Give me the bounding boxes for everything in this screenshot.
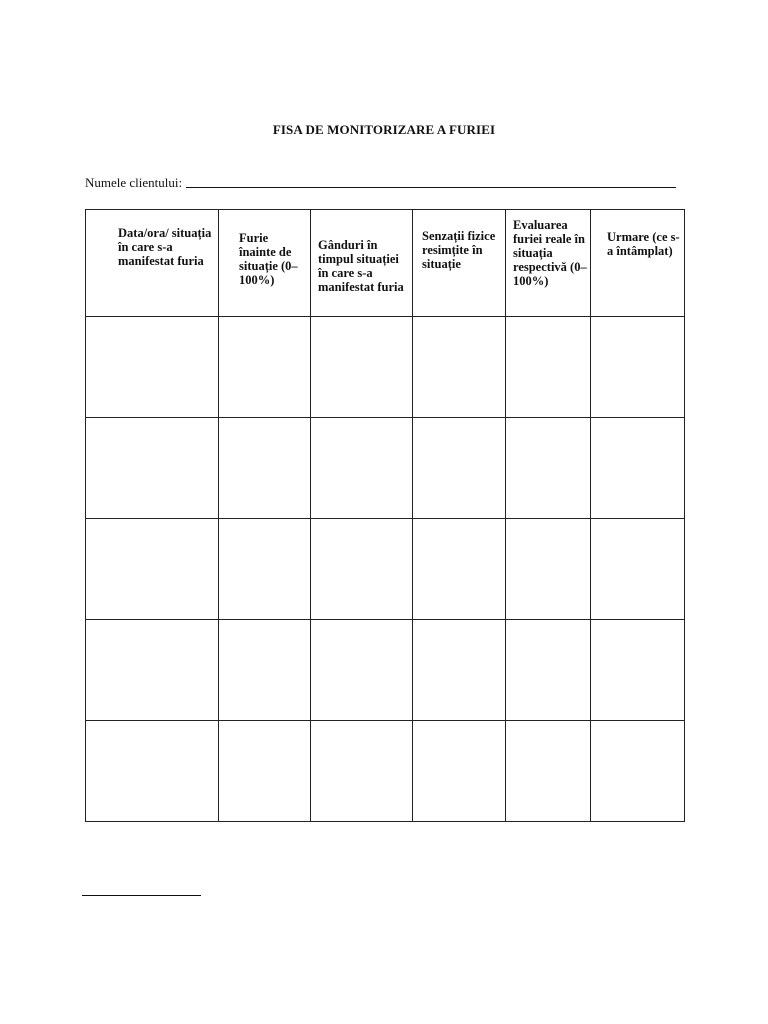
header-anger-before: Furie înainte de situație (0–100%) bbox=[219, 210, 311, 317]
table-row bbox=[86, 721, 685, 822]
client-name-field bbox=[85, 175, 677, 191]
table-cell bbox=[86, 721, 219, 822]
table-cell bbox=[413, 721, 506, 822]
table-cell bbox=[86, 418, 219, 519]
table-cell bbox=[311, 519, 413, 620]
table-cell bbox=[413, 317, 506, 418]
table-cell bbox=[311, 317, 413, 418]
table-cell bbox=[506, 317, 591, 418]
client-name-label: Numele clientului: bbox=[85, 175, 183, 190]
header-physical-sensations: Senzații fizice resimțite în situație bbox=[413, 210, 506, 317]
table-cell bbox=[413, 519, 506, 620]
table-cell bbox=[86, 620, 219, 721]
table-cell bbox=[591, 620, 685, 721]
table-cell bbox=[311, 418, 413, 519]
header-real-anger-evaluation: Evaluarea furiei reale în situația respectivă (0–100%) bbox=[506, 210, 591, 317]
header-outcome: Urmare (ce s-a întâmplat) bbox=[591, 210, 685, 317]
table-cell bbox=[219, 418, 311, 519]
table-cell bbox=[219, 519, 311, 620]
footnote-separator bbox=[82, 895, 201, 896]
table-cell bbox=[219, 317, 311, 418]
table-cell bbox=[311, 620, 413, 721]
table-cell bbox=[591, 721, 685, 822]
table-cell bbox=[86, 317, 219, 418]
table-row bbox=[86, 317, 685, 418]
header-thoughts: Gânduri în timpul situației în care s-a manifestat furia bbox=[311, 210, 413, 317]
table-row bbox=[86, 418, 685, 519]
table-cell bbox=[219, 620, 311, 721]
table-cell bbox=[506, 620, 591, 721]
table-row bbox=[86, 519, 685, 620]
table-row bbox=[86, 620, 685, 721]
table-cell bbox=[506, 721, 591, 822]
table-cell bbox=[506, 418, 591, 519]
table-cell bbox=[86, 519, 219, 620]
table-cell bbox=[591, 418, 685, 519]
table-cell bbox=[591, 519, 685, 620]
page-title: FISA DE MONITORIZARE A FURIEI bbox=[272, 122, 496, 137]
table-cell bbox=[413, 620, 506, 721]
client-name-blank-line bbox=[186, 187, 676, 188]
table-cell bbox=[219, 721, 311, 822]
anger-monitoring-table bbox=[85, 209, 685, 822]
table-cell bbox=[311, 721, 413, 822]
table-cell bbox=[413, 418, 506, 519]
table-header-row bbox=[86, 210, 685, 317]
table-cell bbox=[506, 519, 591, 620]
table-cell bbox=[591, 317, 685, 418]
header-date-time-situation: Data/ora/ situația în care s-a manifestat furia bbox=[86, 210, 219, 317]
